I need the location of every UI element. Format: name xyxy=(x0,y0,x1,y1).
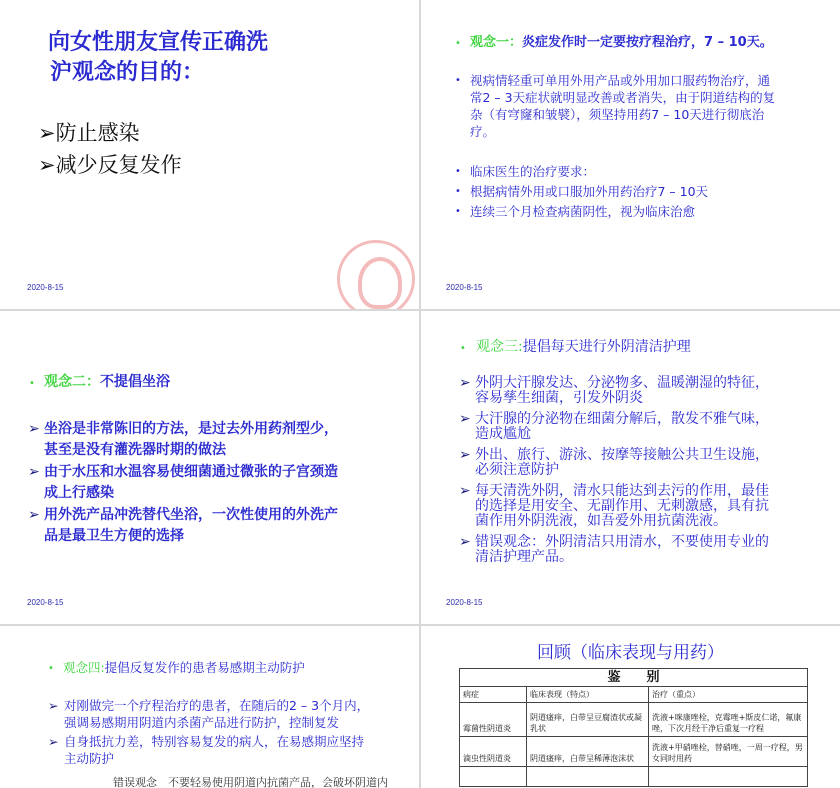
bullet-line: 菌作用外阴洗液，如吾爱外用抗菌洗液。 xyxy=(475,513,727,529)
arrow-bullet-icon: ➢ xyxy=(459,447,471,463)
slide-date: 2020-8-15 xyxy=(27,283,64,292)
arrow-bullet-icon: ➢ xyxy=(28,507,40,523)
slide-heading xyxy=(63,659,305,676)
bullet-line: 的选择是用安全、无副作用、无刺激感，具有抗 xyxy=(475,498,769,514)
slide-4[interactable] xyxy=(421,311,840,624)
arrow-bullet-icon: ➢ xyxy=(28,421,40,437)
bullet-line: 坐浴是非常陈旧的方法，是过去外用药剂型少， xyxy=(44,421,338,437)
bullet-line: 大汗腺的分泌物在细菌分解后，散发不雅气味， xyxy=(475,411,769,427)
arrow-bullet-icon: ➢ xyxy=(459,411,471,427)
arrow-bullet-icon: ➢ xyxy=(48,698,59,713)
note-text: 不要轻易使用阴道内抗菌产品，会破坏阴道内 xyxy=(168,776,388,788)
bullet-line: 用外洗产品冲洗替代坐浴，一次性使用的外洗产 xyxy=(44,507,338,523)
bullet-line: 错误观念：外阴清洁只用清水，不要使用专业的 xyxy=(475,534,769,550)
watermark-logo-icon xyxy=(337,240,415,309)
slide-heading xyxy=(470,34,773,51)
slide-title: 回顾（临床表现与用药） xyxy=(537,643,724,663)
slide-date: 2020-8-15 xyxy=(446,283,483,292)
slide-date: 2020-8-15 xyxy=(27,598,64,607)
heading-text: 炎症发作时一定要按疗程治疗，7 – 10天。 xyxy=(522,35,773,50)
table-title: 鉴 别 xyxy=(460,669,808,687)
bullet-dot-icon: • xyxy=(455,186,461,197)
heading-text: 不提倡坐浴 xyxy=(100,374,170,390)
bullet-list xyxy=(38,117,182,181)
table-cell: 洗液+咪康唑栓，克霉唑+斯皮仁诺，氟康唑，下次月经干净后重复一疗程 xyxy=(649,703,808,737)
list-item: 临床医生的治疗要求： xyxy=(470,164,596,179)
bullet-line: 造成尴尬 xyxy=(475,426,531,442)
bullet-line: 品是最卫生方便的选择 xyxy=(44,528,184,544)
bullet-list xyxy=(48,697,369,767)
arrow-bullet-icon: ➢ xyxy=(459,534,471,550)
bullet-line: 自身抵抗力差，特别容易复发的病人，在易感期应坚持 xyxy=(64,734,365,749)
table-row xyxy=(460,737,808,767)
bullet-dot-icon: • xyxy=(460,343,466,354)
arrow-bullet-icon: ➢ xyxy=(459,483,471,499)
table-cell: 阴道瘙痒，白带呈稀薄泡沫状 xyxy=(527,737,649,767)
heading-label: 观念四: xyxy=(63,660,105,675)
slide-heading xyxy=(44,374,170,391)
title-line: 向女性朋友宣传正确洗 xyxy=(48,30,269,55)
bullet-line: 主动防护 xyxy=(64,751,115,766)
table-cell: 霉菌性阴道炎 xyxy=(460,703,527,737)
slide-1[interactable] xyxy=(0,0,419,309)
bullet-list xyxy=(28,419,338,547)
bullet-line: 清洁护理产品。 xyxy=(475,549,573,565)
table-row xyxy=(460,703,808,737)
wrong-concept-note xyxy=(113,774,388,788)
bullet-line: 外阴大汗腺发达、分泌物多、温暖潮湿的特征， xyxy=(475,375,769,391)
note-label: 错误观念 xyxy=(113,776,157,788)
slide-6[interactable] xyxy=(421,626,840,788)
para-line: 常2 – 3天症状就明显改善或者消失，由于阴道结构的复 xyxy=(470,90,776,105)
bullet-item xyxy=(38,117,182,149)
slide-2[interactable] xyxy=(421,0,840,309)
bullet-item xyxy=(48,697,369,731)
bullet-item xyxy=(459,535,769,565)
slide-5[interactable] xyxy=(0,626,419,788)
bullet-item xyxy=(459,412,769,442)
bullet-item xyxy=(38,149,182,181)
bullet-line: 每天清洗外阴，清水只能达到去污的作用，最佳 xyxy=(475,483,769,499)
bullet-item xyxy=(459,376,769,406)
para-line: 视病情轻重可单用外用产品或外用加口服药物治疗，通 xyxy=(470,73,771,88)
bullet-line: 容易孳生细菌，引发外阴炎 xyxy=(475,390,643,406)
heading-text: 提倡每天进行外阴清洁护理 xyxy=(522,339,691,355)
arrow-bullet-icon: ➢ xyxy=(28,464,40,480)
table-cell: 阴道瘙痒，白带呈豆腐渣状或凝乳状 xyxy=(527,703,649,737)
bullet-line: 强调易感期用阴道内杀菌产品进行防护，控制复发 xyxy=(64,715,340,730)
arrow-bullet-icon: ➢ xyxy=(38,121,56,145)
title-line: 沪观念的目的： xyxy=(50,60,205,85)
slide-title xyxy=(48,28,268,88)
arrow-bullet-icon: ➢ xyxy=(38,153,56,177)
table-cell: 滴虫性阴道炎 xyxy=(460,737,527,767)
bullet-dot-icon: • xyxy=(455,166,461,177)
table-header: 病症 xyxy=(460,687,527,703)
comparison-table xyxy=(459,668,808,787)
bullet-dot-icon: • xyxy=(455,206,461,217)
bullet-dot-icon: • xyxy=(455,75,461,86)
arrow-bullet-icon: ➢ xyxy=(48,734,59,749)
heading-label: 观念二： xyxy=(44,374,100,390)
slide-heading xyxy=(476,339,691,356)
table-header: 治疗（重点） xyxy=(649,687,808,703)
arrow-bullet-icon: ➢ xyxy=(459,375,471,391)
bullet-line: 成上行感染 xyxy=(44,485,114,501)
list-item: 连续三个月检查病菌阴性，视为临床治愈 xyxy=(470,204,696,219)
bullet-list xyxy=(459,376,769,565)
heading-text: 提倡反复发作的患者易感期主动防护 xyxy=(104,660,305,675)
bullet-dot-icon: • xyxy=(48,663,54,674)
bullet-text: 防止感染 xyxy=(55,121,140,145)
bullet-item xyxy=(28,419,338,461)
bullet-item xyxy=(28,505,338,547)
bullet-text: 减少反复发作 xyxy=(55,153,182,177)
slide-3[interactable] xyxy=(0,311,419,624)
bullet-item xyxy=(459,448,769,478)
table-cell: 洗液+甲硝唑栓，替硝唑，一周一疗程，男女同时用药 xyxy=(649,737,808,767)
bullet-line: 外出、旅行、游泳、按摩等接触公共卫生设施， xyxy=(475,447,769,463)
table-header: 临床表现（特点） xyxy=(527,687,649,703)
heading-label: 观念三: xyxy=(476,339,523,355)
bullet-dot-icon: • xyxy=(29,378,35,389)
paragraph xyxy=(470,72,775,140)
bullet-item xyxy=(28,462,338,504)
heading-label: 观念一： xyxy=(470,35,523,50)
para-line: 疗。 xyxy=(470,124,496,139)
list-item: 根据病情外用或口服加外用药治疗7 – 10天 xyxy=(470,184,709,199)
bullet-item xyxy=(459,484,769,529)
bullet-line: 必须注意防护 xyxy=(475,462,559,478)
bullet-dot-icon: • xyxy=(455,38,461,49)
bullet-line: 由于水压和水温容易使细菌通过微张的子宫颈造 xyxy=(44,464,338,480)
bullet-line: 甚至是没有灌洗器时期的做法 xyxy=(44,442,226,458)
table-row xyxy=(460,767,808,787)
slide-date: 2020-8-15 xyxy=(446,598,483,607)
para-line: 杂（有穹窿和皱襞），须坚持用药7 – 10天进行彻底治 xyxy=(470,107,765,122)
bullet-item xyxy=(48,733,369,767)
bullet-line: 对刚做完一个疗程治疗的患者，在随后的2 – 3个月内， xyxy=(64,698,370,713)
